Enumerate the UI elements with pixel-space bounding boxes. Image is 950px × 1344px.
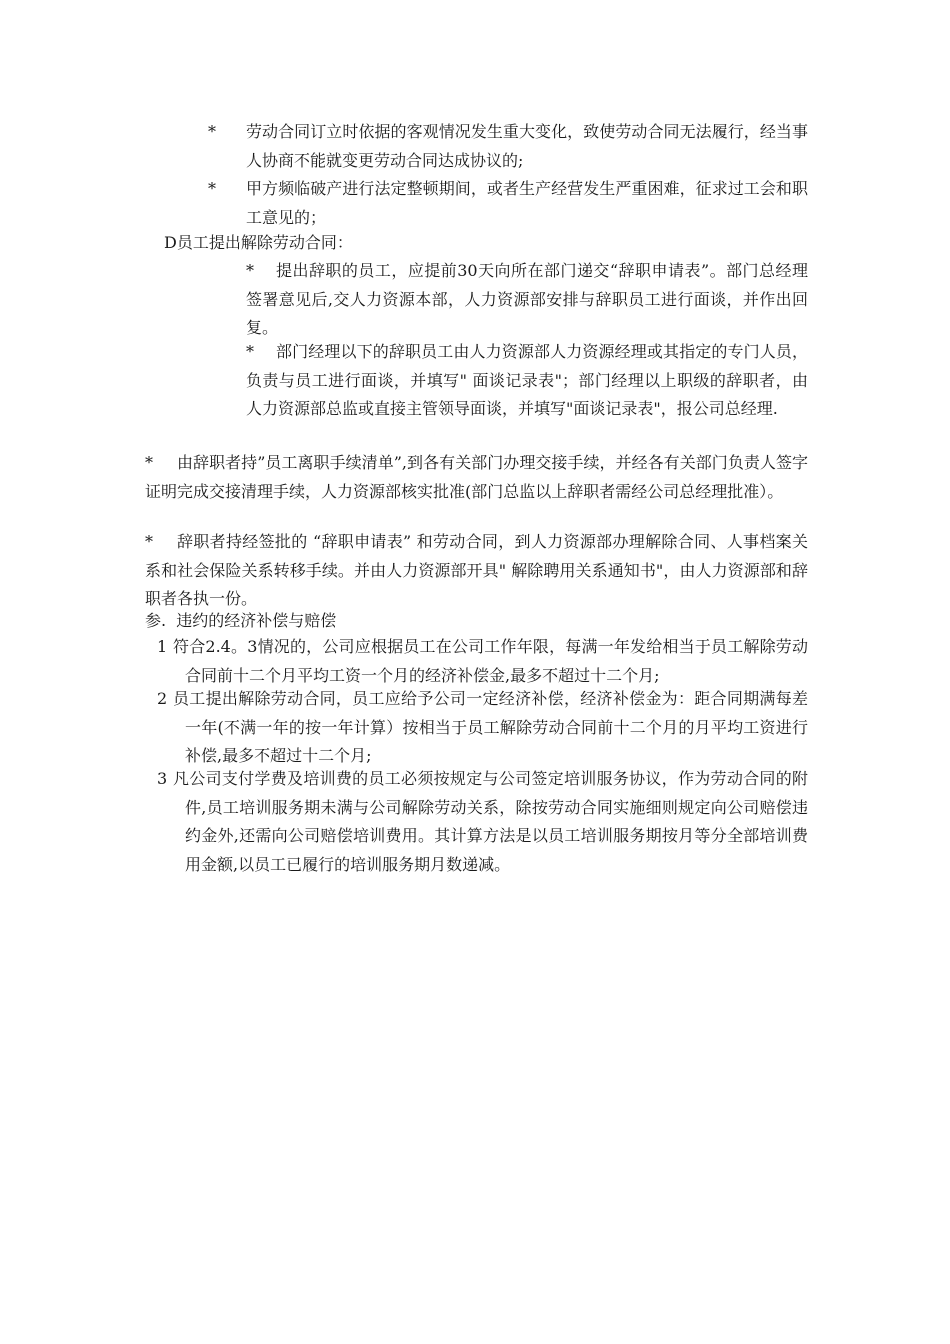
bullet-item bbox=[246, 338, 808, 424]
bullet-item bbox=[145, 528, 808, 614]
section-heading: 参. 违约的经济补偿与赔偿 bbox=[145, 611, 337, 630]
bullet-item bbox=[246, 257, 808, 343]
bullet-marker: * bbox=[246, 342, 254, 361]
bullet-marker: * bbox=[208, 122, 216, 141]
bullet-item bbox=[145, 449, 808, 506]
list-item bbox=[157, 765, 808, 879]
list-item bbox=[157, 633, 808, 690]
list-number: 1 bbox=[157, 637, 168, 656]
list-number: 2 bbox=[157, 689, 168, 708]
bullet-marker: * bbox=[246, 261, 254, 280]
bullet-item bbox=[208, 175, 808, 232]
bullet-text: 辞职者持经签批的 “辞职申请表” 和劳动合同，到人力资源部办理解除合同、人事档案关系和社会保险关系转移手续。并由人力资源部开具" 解除聘用关系通知书"，由人力资源部和辞职者各执一份。 bbox=[145, 532, 808, 608]
bullet-text: 部门经理以下的辞职员工由人力资源部人力资源经理或其指定的专门人员，负责与员工进行面谈，并填写" 面谈记录表"；部门经理以上职级的辞职者，由人力资源部总监或直接主管领导面谈，并填写"面谈记录表"，报公司总经理. bbox=[246, 342, 808, 418]
list-number: 3 bbox=[157, 769, 168, 788]
bullet-item bbox=[208, 118, 808, 175]
list-text: 员工提出解除劳动合同，员工应给予公司一定经济补偿，经济补偿金为：距合同期满每差一年(不满一年的按一年计算）按相当于员工解除劳动合同前十二个月的月平均工资进行补偿,最多不超过十二个月; bbox=[173, 689, 808, 765]
bullet-text: 提出辞职的员工，应提前30天向所在部门递交“辞职申请表”。部门总经理签署意见后,交人力资源本部，人力资源部安排与辞职员工进行面谈，并作出回复。 bbox=[246, 261, 808, 337]
list-text: 凡公司支付学费及培训费的员工必须按规定与公司签定培训服务协议，作为劳动合同的附件,员工培训服务期未满与公司解除劳动关系，除按劳动合同实施细则规定向公司赔偿违约金外,还需向公司赔偿培训费用。其计算方法是以员工培训服务期按月等分全部培训费用金额,以员工已履行的培训服务期月数递减。 bbox=[173, 769, 808, 874]
bullet-marker: * bbox=[208, 179, 216, 198]
bullet-marker: * bbox=[145, 532, 153, 551]
bullet-text: 劳动合同订立时依据的客观情况发生重大变化，致使劳动合同无法履行，经当事人协商不能就变更劳动合同达成协议的; bbox=[246, 122, 808, 170]
list-item bbox=[157, 685, 808, 771]
bullet-text: 甲方频临破产进行法定整顿期间，或者生产经营发生严重困难，征求过工会和职工意见的； bbox=[246, 179, 808, 227]
list-text: 符合2.4。3情况的，公司应根据员工在公司工作年限，每满一年发给相当于员工解除劳动合同前十二个月平均工资一个月的经济补偿金,最多不超过十二个月; bbox=[173, 637, 808, 685]
section-heading: D员工提出解除劳动合同： bbox=[164, 233, 353, 252]
bullet-marker: * bbox=[145, 453, 153, 472]
bullet-text: 由辞职者持”员工离职手续清单”,到各有关部门办理交接手续，并经各有关部门负责人签字证明完成交接清理手续，人力资源部核实批准(部门总监以上辞职者需经公司总经理批准）。 bbox=[145, 453, 808, 501]
